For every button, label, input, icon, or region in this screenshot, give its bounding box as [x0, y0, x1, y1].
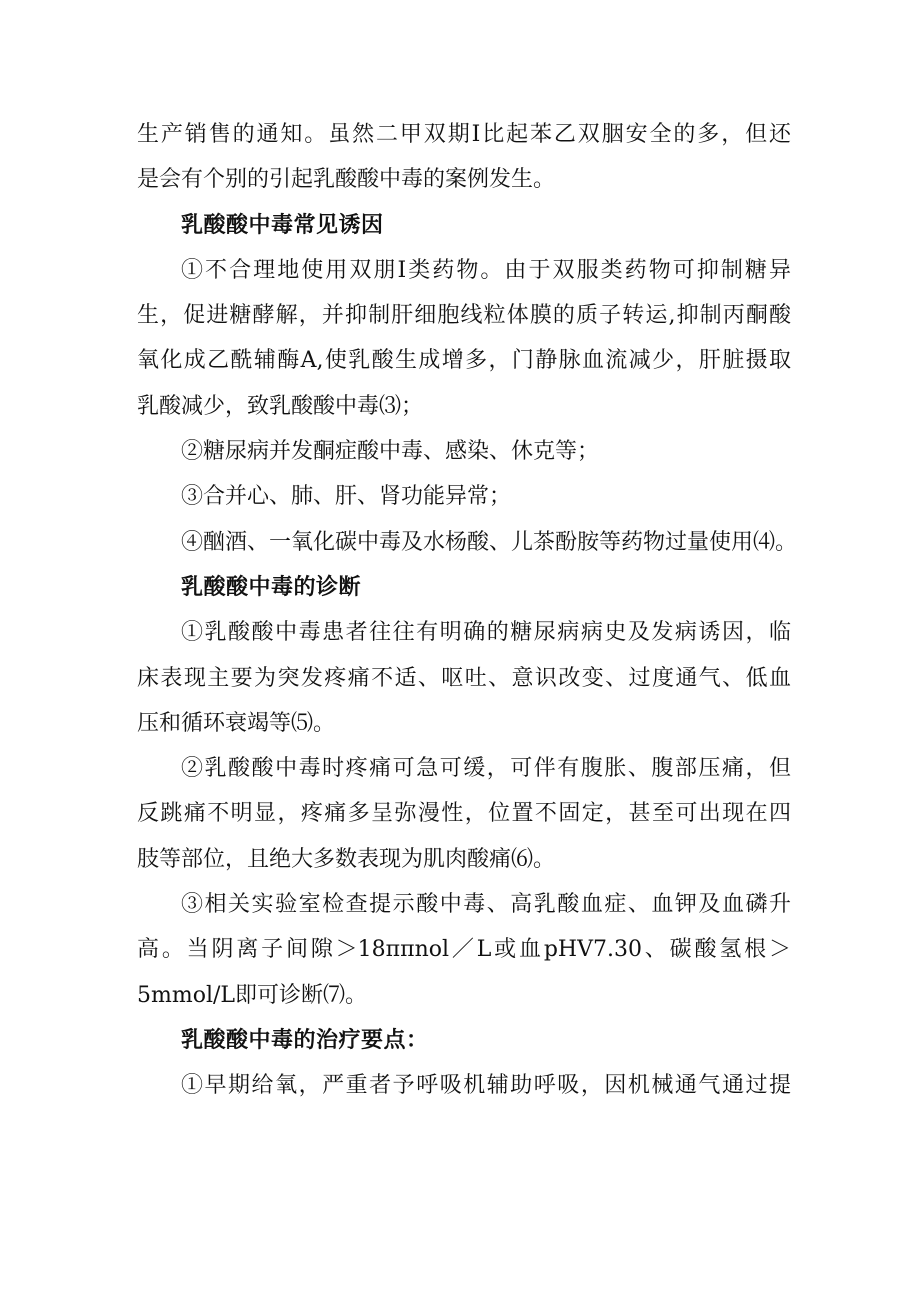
cause-item-3: [137, 474, 791, 519]
document-page: [137, 112, 798, 1109]
treatment-item-1: [137, 1063, 791, 1108]
text-line: 生产销售的通知。虽然二甲双期Ⅰ比起苯乙双胭安全的多，但还: [137, 122, 791, 147]
text-line: 肢等部位，且绝大多数表现为肌肉酸痛⑹。: [137, 846, 556, 872]
text-line: ③合并心、肺、肝、肾功能异常；: [181, 484, 512, 510]
text-line: 反跳痛不明显，疼痛多呈弥漫性，位置不固定，甚至可出现在四: [137, 801, 791, 827]
diagnosis-item-2: [137, 746, 791, 882]
text-line: ③相关实验室检查提示酸中毒、高乳酸血症、血钾及血磷升: [181, 892, 791, 918]
cause-item-4: [137, 520, 798, 565]
diagnosis-item-3: [137, 882, 791, 1018]
section-heading-diagnosis: 乳酸酸中毒的诊断: [181, 573, 362, 600]
text-line: 生，促进糖酵解，并抑制肝细胞线粒体膜的质子转运,抑制丙酮酸: [137, 303, 791, 329]
text-line: 床表现主要为突发疼痛不适、呕吐、意识改变、过度通气、低血: [137, 665, 791, 691]
section-heading-treatment: 乳酸酸中毒的治疗要点：: [181, 1026, 429, 1053]
text-line: ④酗酒、一氧化碳中毒及水杨酸、儿茶酚胺等药物过量使用⑷。: [181, 529, 798, 555]
cause-item-2: [137, 429, 791, 474]
intro-paragraph: [137, 112, 791, 203]
text-line: ①乳酸酸中毒患者往往有明确的糖尿病病史及发病诱因，临: [181, 620, 791, 646]
text-line: ①早期给氧，严重者予呼吸机辅助呼吸，因机械通气通过提: [181, 1073, 791, 1099]
diagnosis-item-1: [137, 610, 791, 746]
text-line: 乳酸减少，致乳酸酸中毒⑶；: [137, 393, 424, 419]
text-line: ②乳酸酸中毒时疼痛可急可缓，可伴有腹胀、腹部压痛，但: [181, 756, 791, 782]
text-line: ②糖尿病并发酮症酸中毒、感染、休克等；: [181, 439, 600, 465]
text-line: 5mmol/L即可诊断⑺。: [137, 982, 368, 1008]
cause-item-1: [137, 248, 791, 429]
text-line: 氧化成乙酰辅酶A,使乳酸生成增多，门静脉血流减少，肝脏摄取: [137, 348, 791, 374]
text-line: 压和循环衰竭等⑸。: [137, 710, 336, 736]
text-line: ①不合理地使用双朋Ⅰ类药物。由于双服类药物可抑制糖异: [181, 257, 791, 283]
text-line: 是会有个别的引起乳酸酸中毒的案例发生。: [137, 167, 556, 193]
section-heading-causes: 乳酸酸中毒常见诱因: [181, 211, 384, 238]
text-line: 高。当阴离子间隙＞18ππnol／L或血pHV7.30、碳酸氢根＞: [137, 937, 791, 963]
